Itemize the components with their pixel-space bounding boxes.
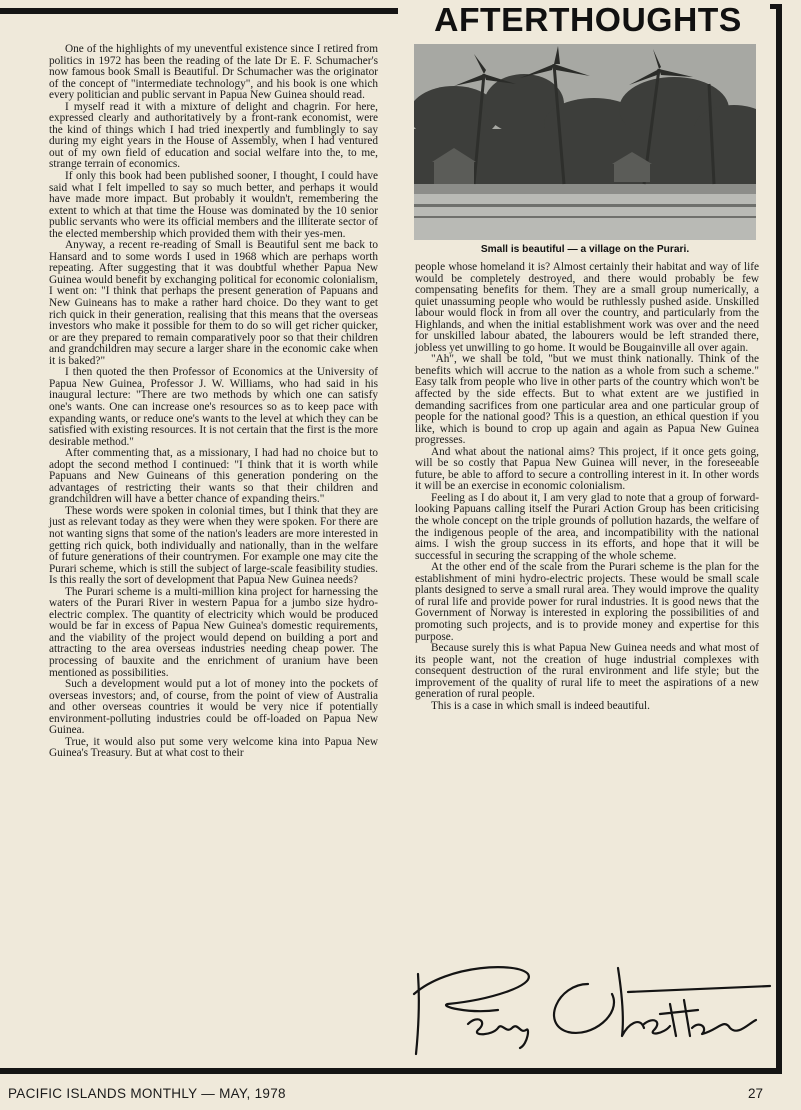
frame-right-rule: [776, 4, 782, 1070]
palm-village-illustration: [414, 44, 756, 240]
top-rule: [0, 8, 398, 14]
paragraph: people whose homeland it is? Almost certainly their habitat and way of life would be completely destroyed, and there would probably be few compensating benefits for them. They are a small group numerically, a quiet unassuming people who would be ruthlessly pushed aside. Unskilled labour would flock in from all over the country, and particularly from the Highlands, and when the initial establishment work was over and the need for unskilled labour abated, the labourers would be left stranded there, jobless yet unwilling to go home. It would be Bougainville all over again.: [415, 261, 759, 354]
paragraph: True, it would also put some very welcome kina into Papua New Guinea's Treasury. But at what cost to their: [49, 735, 378, 760]
village-photo: [414, 44, 756, 240]
paragraph: And what about the national aims? This project, if it once gets going, will be so costly that Papua New Guinea will never, in the foreseeable future, be able to afford to secure a controlling interest in it. In other words it will be an exercise in economic colonialism.: [415, 445, 759, 493]
paragraph: One of the highlights of my uneventful existence since I retired from politics in 1972 has been the reading of the late Dr E. F. Schumacher's now famous book Small is Beautiful. Dr Schumacher was the originator of the concept of "intermediate technology", and his book is one which every politician and public servant in Papua New Guinea should read.: [49, 43, 378, 102]
author-signature: [408, 944, 774, 1060]
paragraph: The Purari scheme is a multi-million kina project for harnessing the waters of the Purari River in western Papua for a jumbo size hydro-electric complex. The quantity of electricity which would be produced would be far in excess of Papua New Guinea's domestic requirements, and the viability of the project would depend on building a port and attracting to the area overseas industries needing cheap power. The processing of bauxite and the enrichment of uranium have been mentioned as possibilities.: [49, 585, 378, 679]
paragraph: "Ah", we shall be told, "but we must think nationally. Think of the benefits which will accrue to the nation as a whole from such a scheme." Easy talk from people who live in other parts of the country which won't be affected by the side effects. But to what extent are we justified in demanding sacrifices from one particular area and one particular group of people for the national good? This is a question, an ethical question if you like, which is bound to crop up again and again as Papua New Guinea progresses.: [415, 353, 759, 447]
paragraph: After commenting that, as a missionary, I had had no choice but to adopt the second method I continued: "I think that it is worth while Papuans and New Guineans of this generation pondering on the advantages of restricting their wants so that their children and grandchildren will have a better chance of expanding theirs.": [49, 447, 378, 506]
paragraph: If only this book had been published sooner, I thought, I could have said what I felt impelled to say so much better, and perhaps it would have made more impact. But probably it wouldn't, remembering the extent to which at that time the House was dominated by the 10 senior public servants who were its official members and the illiterate sector of the elected membership which provided them with their yes-men.: [49, 170, 378, 240]
paragraph: I myself read it with a mixture of delight and chagrin. For here, expressed clearly and authoritatively by a front-rank economist, were the kind of things which I had tried inexpertly and fumblingly to say during my eight years in the House of Assembly, when I had ventured out of my own field of education and social welfare into the, to me, strange terrain of economics.: [49, 100, 378, 171]
page-number: 27: [748, 1086, 764, 1101]
publication-footer: PACIFIC ISLANDS MONTHLY — MAY, 1978: [8, 1086, 286, 1101]
paragraph: These words were spoken in colonial times, but I think that they are just as relevant today as they were when they were spoken. For there are not wanting signs that some of the nation's leaders are more interested in getting rich quick, both individually and nationally, than in the welfare of future generations of their countrymen. For example one may cite the Purari scheme, which is still the subject of large-scale feasibility studies. Is this really the sort of development that Papua New Guinea needs?: [49, 504, 378, 587]
article-left-column: [49, 44, 378, 760]
handwritten-signature: [408, 944, 774, 1060]
paragraph: Anyway, a recent re-reading of Small is Beautiful sent me back to Hansard and to some words I used in 1968 which are perhaps worth repeating. After suggesting that it was doubtful whether Papua New Guinea would benefit by exchanging political for economic colonialism, I went on: "I think that perhaps the present generation of Papuans and New Guineans has to make a rather hard choice. Do they want to get rich quick in their generation, realising that this means that the overseas investors who make it possible for them to do so will get richer quicker, or are they prepared to remain comparatively poor so that their children and grandchildren may secure a larger share in the economic cake when it is baked?": [49, 239, 378, 367]
frame-bottom-rule: [0, 1068, 782, 1074]
paragraph: I then quoted the then Professor of Economics at the University of Papua New Guinea, Professor J. W. Williams, who had said in his inaugural lecture: "There are two methods by which one can satisfy one's wants. One can increase one's resources so as to keep pace with expanding wants, or reduce one's wants to the level at which they can be satisfied with existing resources. It is not certain that the first is the more desirable method.": [49, 366, 378, 448]
paragraph: At the other end of the scale from the Purari scheme is the plan for the establishment of mini hydro-electric projects. These would be small scale plants designed to serve a small rural area. They would improve the quality of rural life and provide power for rural industries. It is good news that the Government of Norway is interested in exploring the possibilities of and promoting such projects, and is to provide money and expertise for this purpose.: [415, 561, 759, 643]
paragraph: Because surely this is what Papua New Guinea needs and what most of its people want, not the creation of huge industrial complexes with consequent destruction of the rural environment and life style; but the improvement of the quality of rural life to meet the aspirations of a new generation of rural people.: [415, 642, 759, 701]
photo-caption: Small is beautiful — a village on the Purari.: [480, 244, 690, 255]
paragraph: Such a development would put a lot of money into the pockets of overseas investors; and, of course, from the point of view of Australia and other overseas countries it would be very nice if potentially environment-polluting industries could be off-loaded on Papua New Guinea.: [49, 678, 378, 737]
section-title: AFTERTHOUGHTS: [434, 1, 742, 38]
paragraph: This is a case in which small is indeed beautiful.: [431, 699, 650, 712]
article-right-column: [415, 262, 759, 712]
paragraph: Feeling as I do about it, I am very glad to note that a group of forward-looking Papuans calling itself the Purari Action Group has been criticising the whole concept on the triple grounds of pollution hazards, the welfare of the indigenous people of the area, and incompatibility with the national aims. I wish the group success in its efforts, and hope that it will be successful in securing the scrapping of the whole scheme.: [415, 491, 759, 562]
